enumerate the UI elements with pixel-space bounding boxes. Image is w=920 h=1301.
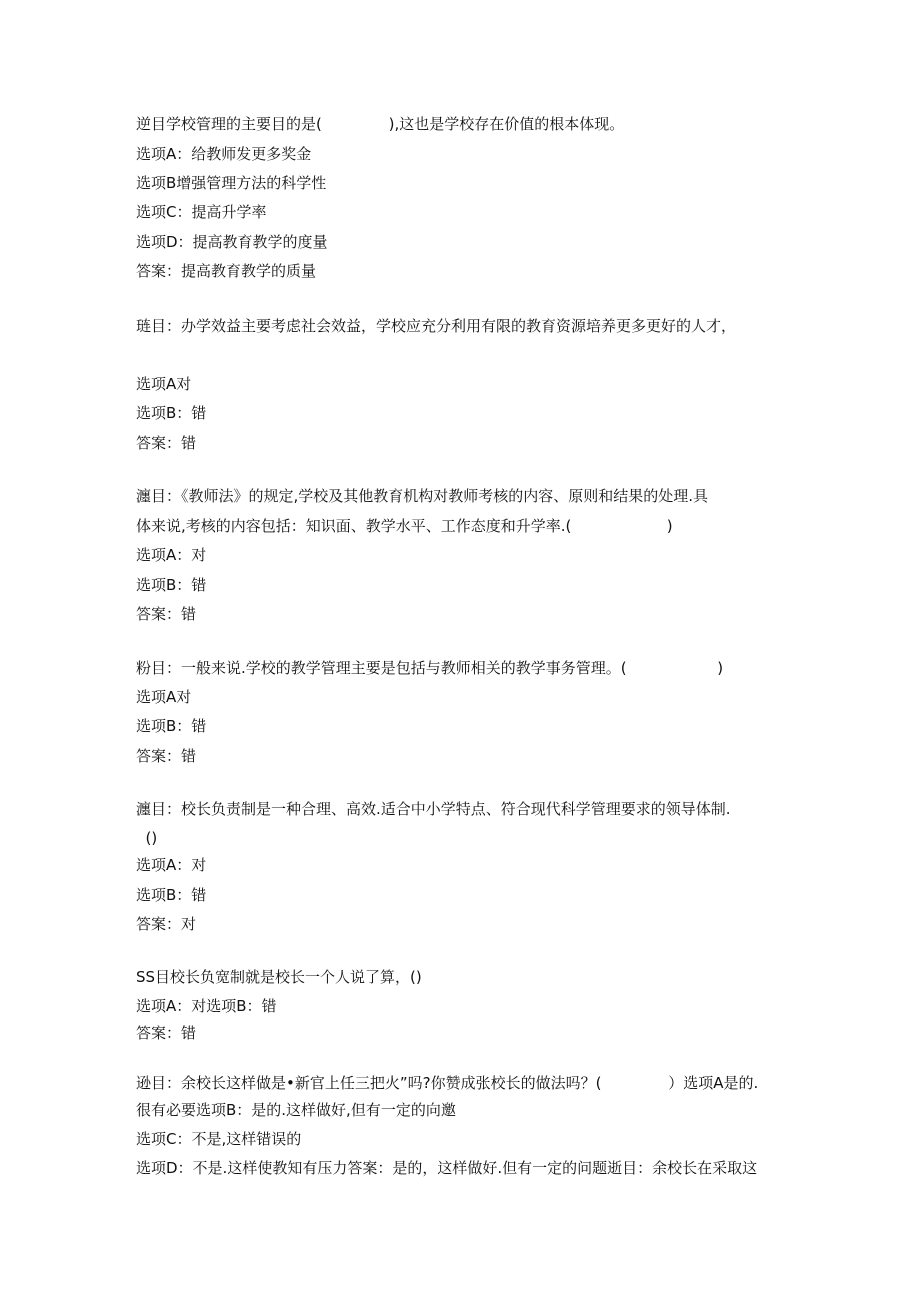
- question-5-text-line-2: (): [136, 829, 158, 847]
- question-5-option-b: 选项B：错: [136, 886, 207, 904]
- question-7-option-d: 选项D：不是.这样使教知有压力答案：是的，这样做好.但有一定的问题逝目：余校长在采取这: [136, 1159, 758, 1177]
- question-4-text: 粉目：一般来说.学校的教学管理主要是包括与教师相关的教学事务管理。( ): [136, 659, 724, 677]
- question-4-option-b: 选项B：错: [136, 717, 207, 735]
- question-3-text-line-2: 体来说,考核的内容包括：知识面、教学水平、工作态度和升学率.( ): [136, 517, 673, 535]
- question-1-text: 逆目学校管理的主要目的是( ),这也是学校存在价值的根本体现。: [136, 115, 625, 133]
- question-6-options: 选项A：对选项B：错: [136, 997, 277, 1015]
- question-5-text-line-1: 瀍目：校长负责制是一种合理、高效.适合中小学特点、符合现代科学管理要求的领导体制.: [136, 800, 731, 818]
- question-1-option-b: 选项B增强管理方法的科学性: [136, 174, 327, 192]
- question-5-answer: 答案：对: [136, 915, 197, 933]
- question-2-answer: 答案：错: [136, 434, 197, 452]
- question-7-option-c: 选项C：不是,这样错误的: [136, 1130, 302, 1148]
- question-3-option-a: 选项A：对: [136, 546, 207, 564]
- question-3-option-b: 选项B：错: [136, 576, 207, 594]
- question-1-option-d: 选项D：提高教育教学的度量: [136, 233, 328, 251]
- question-2-option-a: 选项A对: [136, 375, 192, 393]
- question-7-text-line-1: 逊目：余校长这样做是•新官上任三把火”吗?你赞成张校长的做法吗？( ）选项A是的.: [136, 1074, 759, 1092]
- question-1-answer: 答案：提高教育教学的质量: [136, 262, 317, 280]
- question-1-option-a: 选项A：给教师发更多奖金: [136, 145, 312, 163]
- question-1-option-c: 选项C：提高升学率: [136, 203, 267, 221]
- question-3-text-line-1: 瀍目：《教师法》的规定,学校及其他教育机构对教师考核的内容、原则和结果的处理.具: [136, 487, 709, 505]
- question-2-option-b: 选项B：错: [136, 404, 207, 422]
- question-5-option-a: 选项A：对: [136, 856, 207, 874]
- question-7-text-line-2: 很有必要选项B：是的.这样做好,但有一定的向邀: [136, 1101, 456, 1119]
- question-4-answer: 答案：错: [136, 747, 197, 765]
- question-6-text: SS目校长负宽制就是校长一个人说了算，(): [136, 968, 422, 986]
- question-4-option-a: 选项A对: [136, 688, 192, 706]
- question-2-text: 琏目：办学效益主要考虑社会效益，学校应充分利用有限的教育资源培养更多更好的人才，: [136, 317, 737, 335]
- question-6-answer: 答案：错: [136, 1024, 197, 1042]
- question-3-answer: 答案：错: [136, 605, 197, 623]
